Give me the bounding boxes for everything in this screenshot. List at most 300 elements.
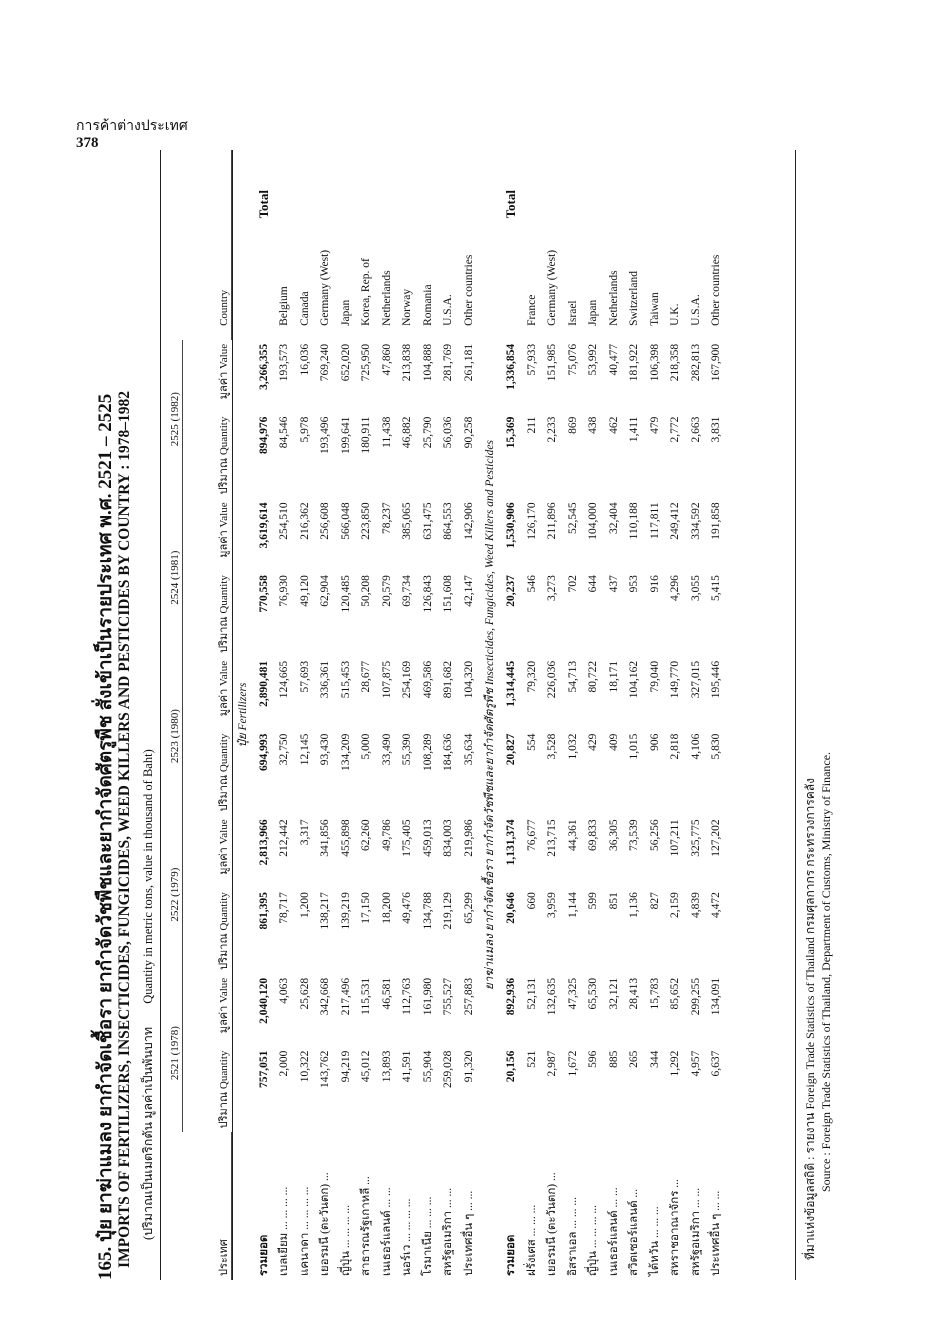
value-cell: 32,121: [607, 977, 620, 1010]
quantity-cell: 644: [587, 575, 600, 593]
value-cell: 80,722: [587, 660, 600, 693]
value-cell: 3,619,614: [257, 502, 270, 549]
country-thai-cell: เยอรมนี (ตะวันตก) ...: [319, 1172, 332, 1276]
value-cell: 249,412: [669, 502, 682, 540]
year-header: 2521 (1978): [162, 974, 183, 1132]
quantity-cell: 906: [648, 733, 661, 751]
unit-note-thai: (ปริมาณเป็นเมตริกตัน มูลค่าเป็นพันบาท: [141, 1026, 155, 1240]
quantity-cell: 15,369: [505, 416, 518, 449]
quantity-cell: 429: [587, 733, 600, 751]
quantity-cell: 5,830: [710, 733, 723, 760]
value-cell: 3,266,355: [257, 343, 270, 390]
value-cell: 47,325: [566, 977, 579, 1010]
value-cell: 325,775: [689, 819, 702, 857]
value-cell: 282,813: [689, 343, 702, 382]
quantity-cell: 120,485: [339, 575, 352, 613]
value-cell: 212,442: [278, 819, 291, 857]
country-thai-cell: สาธารณรัฐเกาหลี ...: [360, 1176, 373, 1276]
value-cell: 53,992: [587, 343, 600, 376]
quantity-cell: 45,012: [360, 1050, 373, 1083]
value-cell: 52,131: [525, 977, 538, 1010]
quantity-cell: 409: [607, 733, 620, 751]
quantity-cell: 10,322: [298, 1050, 311, 1083]
quantity-cell: 139,219: [339, 892, 352, 930]
quantity-cell: 546: [525, 575, 538, 593]
quantity-cell: 3,273: [546, 575, 559, 601]
value-cell: 217,496: [339, 977, 352, 1016]
country-english-cell: Canada: [298, 291, 311, 326]
value-cell: 385,065: [401, 502, 414, 540]
quantity-cell: 599: [587, 892, 600, 910]
quantity-cell: 894,976: [257, 416, 270, 454]
value-header: มูลค่า Value: [218, 819, 230, 875]
table-row: [583, 150, 604, 1280]
quantity-cell: 1,032: [566, 733, 579, 760]
quantity-cell: 1,200: [298, 892, 311, 918]
value-cell: 151,985: [546, 343, 559, 382]
value-cell: 469,586: [421, 660, 434, 699]
value-header: มูลค่า Value: [218, 502, 230, 558]
table-row: [397, 150, 418, 1280]
country-english-cell: Switzerland: [628, 270, 641, 326]
value-cell: 69,833: [587, 819, 600, 851]
quantity-cell: 4,296: [669, 575, 682, 601]
quantity-cell: 25,790: [421, 416, 434, 449]
value-cell: 342,668: [319, 977, 332, 1016]
quantity-cell: 851: [607, 892, 620, 910]
country-thai-cell: เบลเยียม ... ... ... ...: [278, 1186, 291, 1276]
country-thai-cell: ประเทศอื่น ๆ ... ...: [462, 1190, 475, 1276]
quantity-cell: 259,028: [442, 1050, 455, 1088]
table-row: [563, 150, 584, 1280]
table-row: [336, 150, 357, 1280]
value-cell: 16,036: [298, 343, 311, 376]
value-cell: 134,091: [710, 977, 723, 1016]
quantity-cell: 5,978: [298, 416, 311, 443]
value-cell: 49,786: [380, 819, 393, 851]
quantity-cell: 554: [525, 733, 538, 751]
quantity-cell: 65,299: [462, 892, 475, 924]
quantity-cell: 5,000: [360, 733, 373, 760]
quantity-cell: 180,911: [360, 416, 373, 454]
value-cell: 336,361: [319, 660, 332, 699]
value-cell: 106,398: [648, 343, 661, 382]
value-cell: 2,890,481: [257, 660, 270, 707]
page-header: [76, 118, 188, 152]
value-cell: 193,573: [278, 343, 291, 382]
value-cell: 104,000: [587, 502, 600, 540]
quantity-cell: 3,831: [710, 416, 723, 443]
total-row: [254, 150, 275, 1280]
country-thai-cell: เยอรมนี (ตะวันตก) ...: [546, 1172, 559, 1276]
value-cell: 115,531: [360, 977, 373, 1015]
country-thai-cell: สวิตเซอร์แลนด์ ...: [628, 1188, 641, 1276]
country-english-cell: Japan: [587, 299, 600, 326]
value-cell: 18,171: [607, 660, 620, 693]
value-cell: 32,404: [607, 502, 620, 535]
quantity-cell: 694,993: [257, 733, 270, 771]
page-number: 378: [76, 135, 99, 151]
value-cell: 79,320: [525, 660, 538, 693]
country-english-cell: Netherlands: [380, 270, 393, 326]
value-cell: 57,693: [298, 660, 311, 693]
quantity-cell: 757,051: [257, 1050, 270, 1088]
quantity-cell: 869: [566, 416, 579, 434]
value-cell: 226,036: [546, 660, 559, 699]
value-cell: 117,811: [648, 502, 661, 539]
value-cell: 175,405: [401, 819, 414, 857]
country-english-cell: Germany (West): [546, 249, 559, 326]
value-cell: 47,860: [380, 343, 393, 376]
quantity-header: ปริมาณ Quantity: [218, 1050, 230, 1129]
quantity-cell: 3,959: [546, 892, 559, 918]
quantity-cell: 660: [525, 892, 538, 910]
country-english-cell: Netherlands: [607, 270, 620, 326]
source-english: Source : Foreign Trade Statistics of Thailand, Department of Customs, Ministry of Finance.: [819, 751, 833, 1192]
value-cell: 211,896: [546, 502, 559, 540]
value-cell: 769,240: [319, 343, 332, 382]
country-english-cell: Taiwan: [648, 292, 661, 326]
country-thai-cell: เนเธอร์แลนด์ ... ...: [380, 1187, 393, 1276]
country-thai-cell: ฝรั่งเศส ... ... ...: [525, 1204, 538, 1276]
imports-table: [162, 150, 727, 1280]
value-cell: 36,305: [607, 819, 620, 851]
quantity-cell: 1,411: [628, 416, 641, 443]
quantity-cell: 521: [525, 1050, 538, 1068]
country-english-cell: Israel: [566, 300, 579, 326]
value-cell: 107,211: [669, 819, 682, 857]
quantity-cell: 1,672: [566, 1050, 579, 1077]
country-thai-cell: สหราชอาณาจักร ...: [669, 1179, 682, 1276]
source-thai: ที่มาแห่งข้อมูลสถิติ : รายงาน Foreign Trade Statistics of Thailand กรมศุลกากร กระทรวงการคลัง: [803, 777, 817, 1260]
value-cell: 256,608: [319, 502, 332, 540]
country-thai-cell: นอร์เว ... ... ... ...: [401, 1198, 414, 1276]
value-cell: 73,539: [628, 819, 641, 851]
value-cell: 104,162: [628, 660, 641, 699]
value-cell: 181,922: [628, 343, 641, 382]
value-cell: 2,813,966: [257, 819, 270, 866]
quantity-header: ปริมาณ Quantity: [218, 416, 230, 495]
quantity-cell: 143,762: [319, 1050, 332, 1088]
quantity-cell: 90,258: [462, 416, 475, 449]
country-english-cell: Belgium: [278, 286, 291, 326]
value-cell: 65,530: [587, 977, 600, 1010]
value-cell: 46,581: [380, 977, 393, 1010]
quantity-cell: 344: [648, 1050, 661, 1068]
value-cell: 281,769: [442, 343, 455, 382]
quantity-cell: 20,827: [505, 733, 518, 766]
quantity-header: ปริมาณ Quantity: [218, 733, 230, 812]
section-heading: ยาฆ่าแมลง ยากำจัดเชื้อรา ยากำจัดวัชพืชและยากำจัดศัตรูพืช Insecticides, Fungicides, Weed Killers and Pesticides: [484, 440, 496, 991]
quantity-cell: 479: [648, 416, 661, 434]
quantity-cell: 6,637: [710, 1050, 723, 1077]
quantity-cell: 42,147: [462, 575, 475, 607]
country-english-cell: Other countries: [462, 254, 475, 326]
value-cell: 219,986: [462, 819, 475, 857]
value-cell: 85,652: [669, 977, 682, 1010]
country-english-cell: Romania: [421, 284, 434, 326]
country-thai-cell: อิสราเอล ... ... ...: [566, 1197, 579, 1276]
country-thai-cell: รวมยอด: [257, 1234, 270, 1276]
value-cell: 62,260: [360, 819, 373, 851]
value-cell: 257,883: [462, 977, 475, 1016]
rotated-table-page: [90, 150, 860, 1280]
value-cell: 191,858: [710, 502, 723, 540]
quantity-cell: 1,136: [628, 892, 641, 918]
value-cell: 864,553: [442, 502, 455, 540]
country-english-cell: U.K.: [669, 303, 682, 326]
value-cell: 254,510: [278, 502, 291, 540]
table-row: [645, 150, 666, 1280]
quantity-cell: 219,129: [442, 892, 455, 930]
quantity-cell: 193,496: [319, 416, 332, 454]
country-thai-cell: แคนาดา ... ... ... ...: [298, 1186, 311, 1276]
table-row: [542, 150, 563, 1280]
quantity-cell: 4,472: [710, 892, 723, 918]
quantity-cell: 32,750: [278, 733, 291, 766]
quantity-cell: 953: [628, 575, 641, 593]
quantity-cell: 4,957: [689, 1050, 702, 1077]
quantity-cell: 151,608: [442, 575, 455, 613]
country-thai-cell: โรมาเนีย ... ... ...: [421, 1196, 434, 1276]
quantity-cell: 41,591: [401, 1050, 414, 1083]
quantity-cell: 76,930: [278, 575, 291, 607]
year-header: 2522 (1979): [162, 815, 183, 973]
table-row: [706, 150, 727, 1280]
quantity-cell: 138,217: [319, 892, 332, 930]
value-cell: 3,317: [298, 819, 311, 846]
quantity-cell: 702: [566, 575, 579, 593]
table-body: [231, 150, 727, 1280]
value-cell: 4,063: [278, 977, 291, 1004]
quantity-cell: 20,156: [505, 1050, 518, 1083]
value-cell: 755,527: [442, 977, 455, 1016]
value-cell: 1,336,854: [505, 343, 518, 390]
quantity-cell: 462: [607, 416, 620, 434]
total-row: [501, 150, 522, 1280]
quantity-cell: 2,772: [669, 416, 682, 443]
value-cell: 566,048: [339, 502, 352, 540]
table-title-english: IMPORTS OF FERTILIZERS, INSECTICIDES, FUNGICIDES, WEED KILLERS AND PESTICIDES BY COUNTRY : 1978–1982: [116, 390, 133, 1268]
value-cell: 652,020: [339, 343, 352, 382]
quantity-cell: 861,395: [257, 892, 270, 930]
value-cell: 1,131,374: [505, 819, 518, 866]
value-cell: 213,715: [546, 819, 559, 857]
value-cell: 112,763: [401, 977, 414, 1015]
value-cell: 44,361: [566, 819, 579, 851]
value-cell: 261,181: [462, 343, 475, 382]
quantity-cell: 56,036: [442, 416, 455, 449]
table-row: [438, 150, 459, 1280]
country-th-header: ประเทศ: [162, 1132, 231, 1280]
source-note: [802, 752, 834, 1260]
quantity-cell: 20,646: [505, 892, 518, 924]
value-cell: 126,170: [525, 502, 538, 540]
value-header: มูลค่า Value: [218, 343, 230, 400]
quantity-cell: 4,106: [689, 733, 702, 760]
value-cell: 28,677: [360, 660, 373, 693]
section-heading-row: [479, 150, 501, 1280]
quantity-cell: 20,237: [505, 575, 518, 607]
country-english-cell: France: [525, 294, 538, 326]
country-english-cell: U.S.A.: [442, 294, 455, 326]
year-header: 2523 (1980): [162, 657, 183, 815]
country-thai-cell: ญี่ปุ่น ... ... ... ...: [339, 1205, 352, 1276]
quantity-cell: 199,641: [339, 416, 352, 454]
quantity-cell: 91,320: [462, 1050, 475, 1083]
unit-note: [138, 749, 158, 1240]
quantity-cell: 2,663: [689, 416, 702, 443]
quantity-cell: 17,150: [360, 892, 373, 924]
value-cell: 104,320: [462, 660, 475, 699]
value-cell: 78,237: [380, 502, 393, 535]
value-cell: 213,838: [401, 343, 414, 382]
quantity-cell: 50,208: [360, 575, 373, 607]
quantity-cell: 885: [607, 1050, 620, 1068]
value-cell: 223,850: [360, 502, 373, 540]
country-thai-cell: สหรัฐอเมริกา ... ...: [689, 1187, 702, 1276]
quantity-cell: 2,000: [278, 1050, 291, 1077]
quantity-cell: 69,734: [401, 575, 414, 607]
quantity-cell: 12,145: [298, 733, 311, 766]
quantity-cell: 3,055: [689, 575, 702, 601]
table-row: [315, 150, 336, 1280]
bottom-rule: [795, 150, 796, 1280]
table-row: [522, 150, 543, 1280]
table-row: [665, 150, 686, 1280]
quantity-cell: 84,546: [278, 416, 291, 449]
value-cell: 76,677: [525, 819, 538, 851]
quantity-cell: 35,634: [462, 733, 475, 766]
value-cell: 54,713: [566, 660, 579, 693]
quantity-cell: 4,839: [689, 892, 702, 918]
quantity-cell: 2,987: [546, 1050, 559, 1077]
quantity-cell: 1,015: [628, 733, 641, 760]
value-cell: 455,898: [339, 819, 352, 857]
quantity-cell: 1,144: [566, 892, 579, 918]
quantity-cell: 55,390: [401, 733, 414, 766]
value-cell: 127,202: [710, 819, 723, 857]
value-cell: 161,980: [421, 977, 434, 1016]
unit-note-english: Quantity in metric tons, value in thousand of Baht): [141, 749, 155, 1004]
year-header: 2524 (1981): [162, 498, 183, 656]
value-cell: 2,040,120: [257, 977, 270, 1024]
value-cell: 149,770: [669, 660, 682, 699]
value-cell: 57,933: [525, 343, 538, 376]
value-cell: 25,628: [298, 977, 311, 1010]
country-thai-cell: ญี่ปุ่น ... ... ... ...: [587, 1205, 600, 1276]
country-english-cell: Total: [503, 190, 519, 219]
value-cell: 834,003: [442, 819, 455, 857]
table-row: [295, 150, 316, 1280]
country-english-cell: Japan: [339, 299, 352, 326]
value-cell: 218,358: [669, 343, 682, 382]
section-title: การค้าต่างประเทศ: [76, 119, 188, 134]
quantity-cell: 49,476: [401, 892, 414, 924]
value-cell: 75,076: [566, 343, 579, 376]
value-cell: 341,856: [319, 819, 332, 857]
country-english-cell: Other countries: [710, 254, 723, 326]
table-row: [604, 150, 625, 1280]
quantity-cell: 13,893: [380, 1050, 393, 1083]
quantity-cell: 827: [648, 892, 661, 910]
table-row: [418, 150, 439, 1280]
quantity-cell: 134,788: [421, 892, 434, 930]
quantity-cell: 46,882: [401, 416, 414, 449]
value-cell: 892,936: [505, 977, 518, 1016]
country-english-cell: Germany (West): [319, 249, 332, 326]
quantity-header: ปริมาณ Quantity: [218, 892, 230, 970]
top-rule: [160, 150, 161, 1280]
value-cell: 1,530,906: [505, 502, 518, 549]
value-cell: 79,040: [648, 660, 661, 693]
value-cell: 167,900: [710, 343, 723, 382]
table-row: [377, 150, 398, 1280]
value-cell: 459,013: [421, 819, 434, 857]
value-cell: 142,906: [462, 502, 475, 540]
country-thai-cell: เนเธอร์แลนด์ ... ...: [607, 1187, 620, 1276]
quantity-cell: 438: [587, 416, 600, 434]
quantity-cell: 437: [607, 575, 620, 593]
value-cell: 15,783: [648, 977, 661, 1010]
quantity-cell: 126,843: [421, 575, 434, 613]
value-cell: 515,453: [339, 660, 352, 699]
value-header: มูลค่า Value: [218, 660, 230, 717]
quantity-header: ปริมาณ Quantity: [218, 575, 230, 653]
value-cell: 1,314,445: [505, 660, 518, 707]
table-row: [356, 150, 377, 1280]
quantity-cell: 134,209: [339, 733, 352, 771]
quantity-cell: 55,904: [421, 1050, 434, 1083]
value-cell: 327,015: [689, 660, 702, 699]
value-cell: 52,545: [566, 502, 579, 535]
value-cell: 725,950: [360, 343, 373, 382]
value-cell: 299,255: [689, 977, 702, 1016]
value-cell: 132,635: [546, 977, 559, 1016]
value-cell: 28,413: [628, 977, 641, 1010]
quantity-cell: 108,289: [421, 733, 434, 771]
table-header: [162, 150, 231, 1280]
quantity-cell: 1,292: [669, 1050, 682, 1077]
quantity-cell: 916: [648, 575, 661, 593]
country-thai-cell: ประเทศอื่น ๆ ... ...: [710, 1190, 723, 1276]
value-cell: 107,875: [380, 660, 393, 699]
value-cell: 110,188: [628, 502, 641, 540]
section-heading: ปุ๋ย Fertilizers: [236, 682, 249, 748]
table-row: [624, 150, 645, 1280]
value-cell: 56,256: [648, 819, 661, 851]
country-thai-cell: ไต้หวัน ... ... ...: [648, 1206, 661, 1276]
value-cell: 334,592: [689, 502, 702, 540]
quantity-cell: 2,233: [546, 416, 559, 443]
table-row: [459, 150, 480, 1280]
quantity-cell: 78,717: [278, 892, 291, 924]
country-english-cell: Korea, Rep. of: [360, 258, 373, 326]
quantity-cell: 18,200: [380, 892, 393, 924]
value-header: มูลค่า Value: [218, 977, 230, 1034]
section-heading-row: [231, 150, 254, 1280]
value-cell: 631,475: [421, 502, 434, 540]
quantity-cell: 596: [587, 1050, 600, 1068]
country-english-cell: Total: [255, 190, 271, 219]
country-english-cell: Norway: [401, 288, 414, 326]
quantity-cell: 2,818: [669, 733, 682, 760]
quantity-cell: 62,904: [319, 575, 332, 607]
table-row: [686, 150, 707, 1280]
table-row: [274, 150, 295, 1280]
value-cell: 216,362: [298, 502, 311, 540]
quantity-cell: 93,430: [319, 733, 332, 766]
